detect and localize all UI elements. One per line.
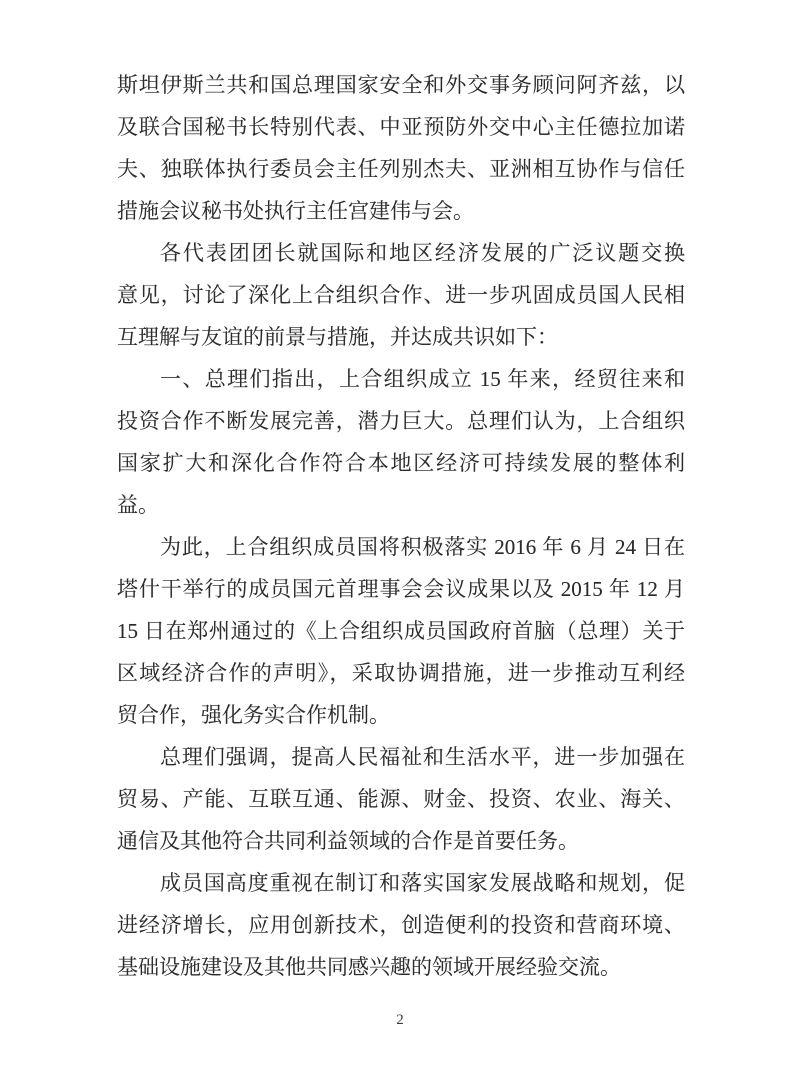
text-line: 措施会议秘书处执行主任宫建伟与会。 bbox=[117, 199, 474, 223]
text-line: 为此，上合组织成员国将积极落实 2016 年 6 月 24 日在 bbox=[160, 535, 685, 559]
paragraph bbox=[117, 358, 685, 526]
paragraph bbox=[117, 736, 685, 862]
text-line: 斯坦伊斯兰共和国总理国家安全和外交事务顾问阿齐兹，以 bbox=[117, 73, 685, 97]
text-line: 国家扩大和深化合作符合本地区经济可持续发展的整体利 bbox=[117, 451, 685, 475]
text-line: 通信及其他符合共同利益领域的合作是首要任务。 bbox=[117, 829, 579, 853]
text-line: 区域经济合作的声明》，采取协调措施，进一步推动互利经 bbox=[117, 661, 685, 685]
text-line: 各代表团团长就国际和地区经济发展的广泛议题交换 bbox=[160, 241, 685, 265]
text-line: 益。 bbox=[117, 493, 159, 517]
paragraph bbox=[117, 232, 685, 358]
text-line: 贸合作，强化务实合作机制。 bbox=[117, 703, 390, 727]
paragraph bbox=[117, 862, 685, 988]
text-line: 贸易、产能、互联互通、能源、财金、投资、农业、海关、 bbox=[117, 787, 685, 811]
text-line: 塔什干举行的成员国元首理事会会议成果以及 2015 年 12 月 bbox=[117, 577, 685, 601]
text-line: 及联合国秘书长特别代表、中亚预防外交中心主任德拉加诺 bbox=[117, 115, 685, 139]
text-line: 成员国高度重视在制订和落实国家发展战略和规划，促 bbox=[160, 871, 685, 895]
text-line: 互理解与友谊的前景与措施，并达成共识如下： bbox=[117, 325, 558, 349]
paragraph bbox=[117, 526, 685, 736]
page-number: 2 bbox=[396, 1012, 404, 1028]
paragraph bbox=[117, 64, 685, 232]
text-line: 投资合作不断发展完善，潜力巨大。总理们认为，上合组织 bbox=[117, 409, 685, 433]
page-footer bbox=[0, 1011, 800, 1029]
text-line: 进经济增长，应用创新技术，创造便利的投资和营商环境、 bbox=[117, 913, 685, 937]
document-body bbox=[117, 64, 685, 988]
text-line: 夫、独联体执行委员会主任列别杰夫、亚洲相互协作与信任 bbox=[117, 157, 685, 181]
text-line: 基础设施建设及其他共同感兴趣的领域开展经验交流。 bbox=[117, 955, 621, 979]
text-line: 15 日在郑州通过的《上合组织成员国政府首脑（总理）关于 bbox=[117, 619, 685, 643]
text-line: 总理们强调，提高人民福祉和生活水平，进一步加强在 bbox=[160, 745, 685, 769]
text-line: 意见，讨论了深化上合组织合作、进一步巩固成员国人民相 bbox=[117, 283, 685, 307]
text-line: 一、总理们指出，上合组织成立 15 年来，经贸往来和 bbox=[160, 367, 685, 391]
